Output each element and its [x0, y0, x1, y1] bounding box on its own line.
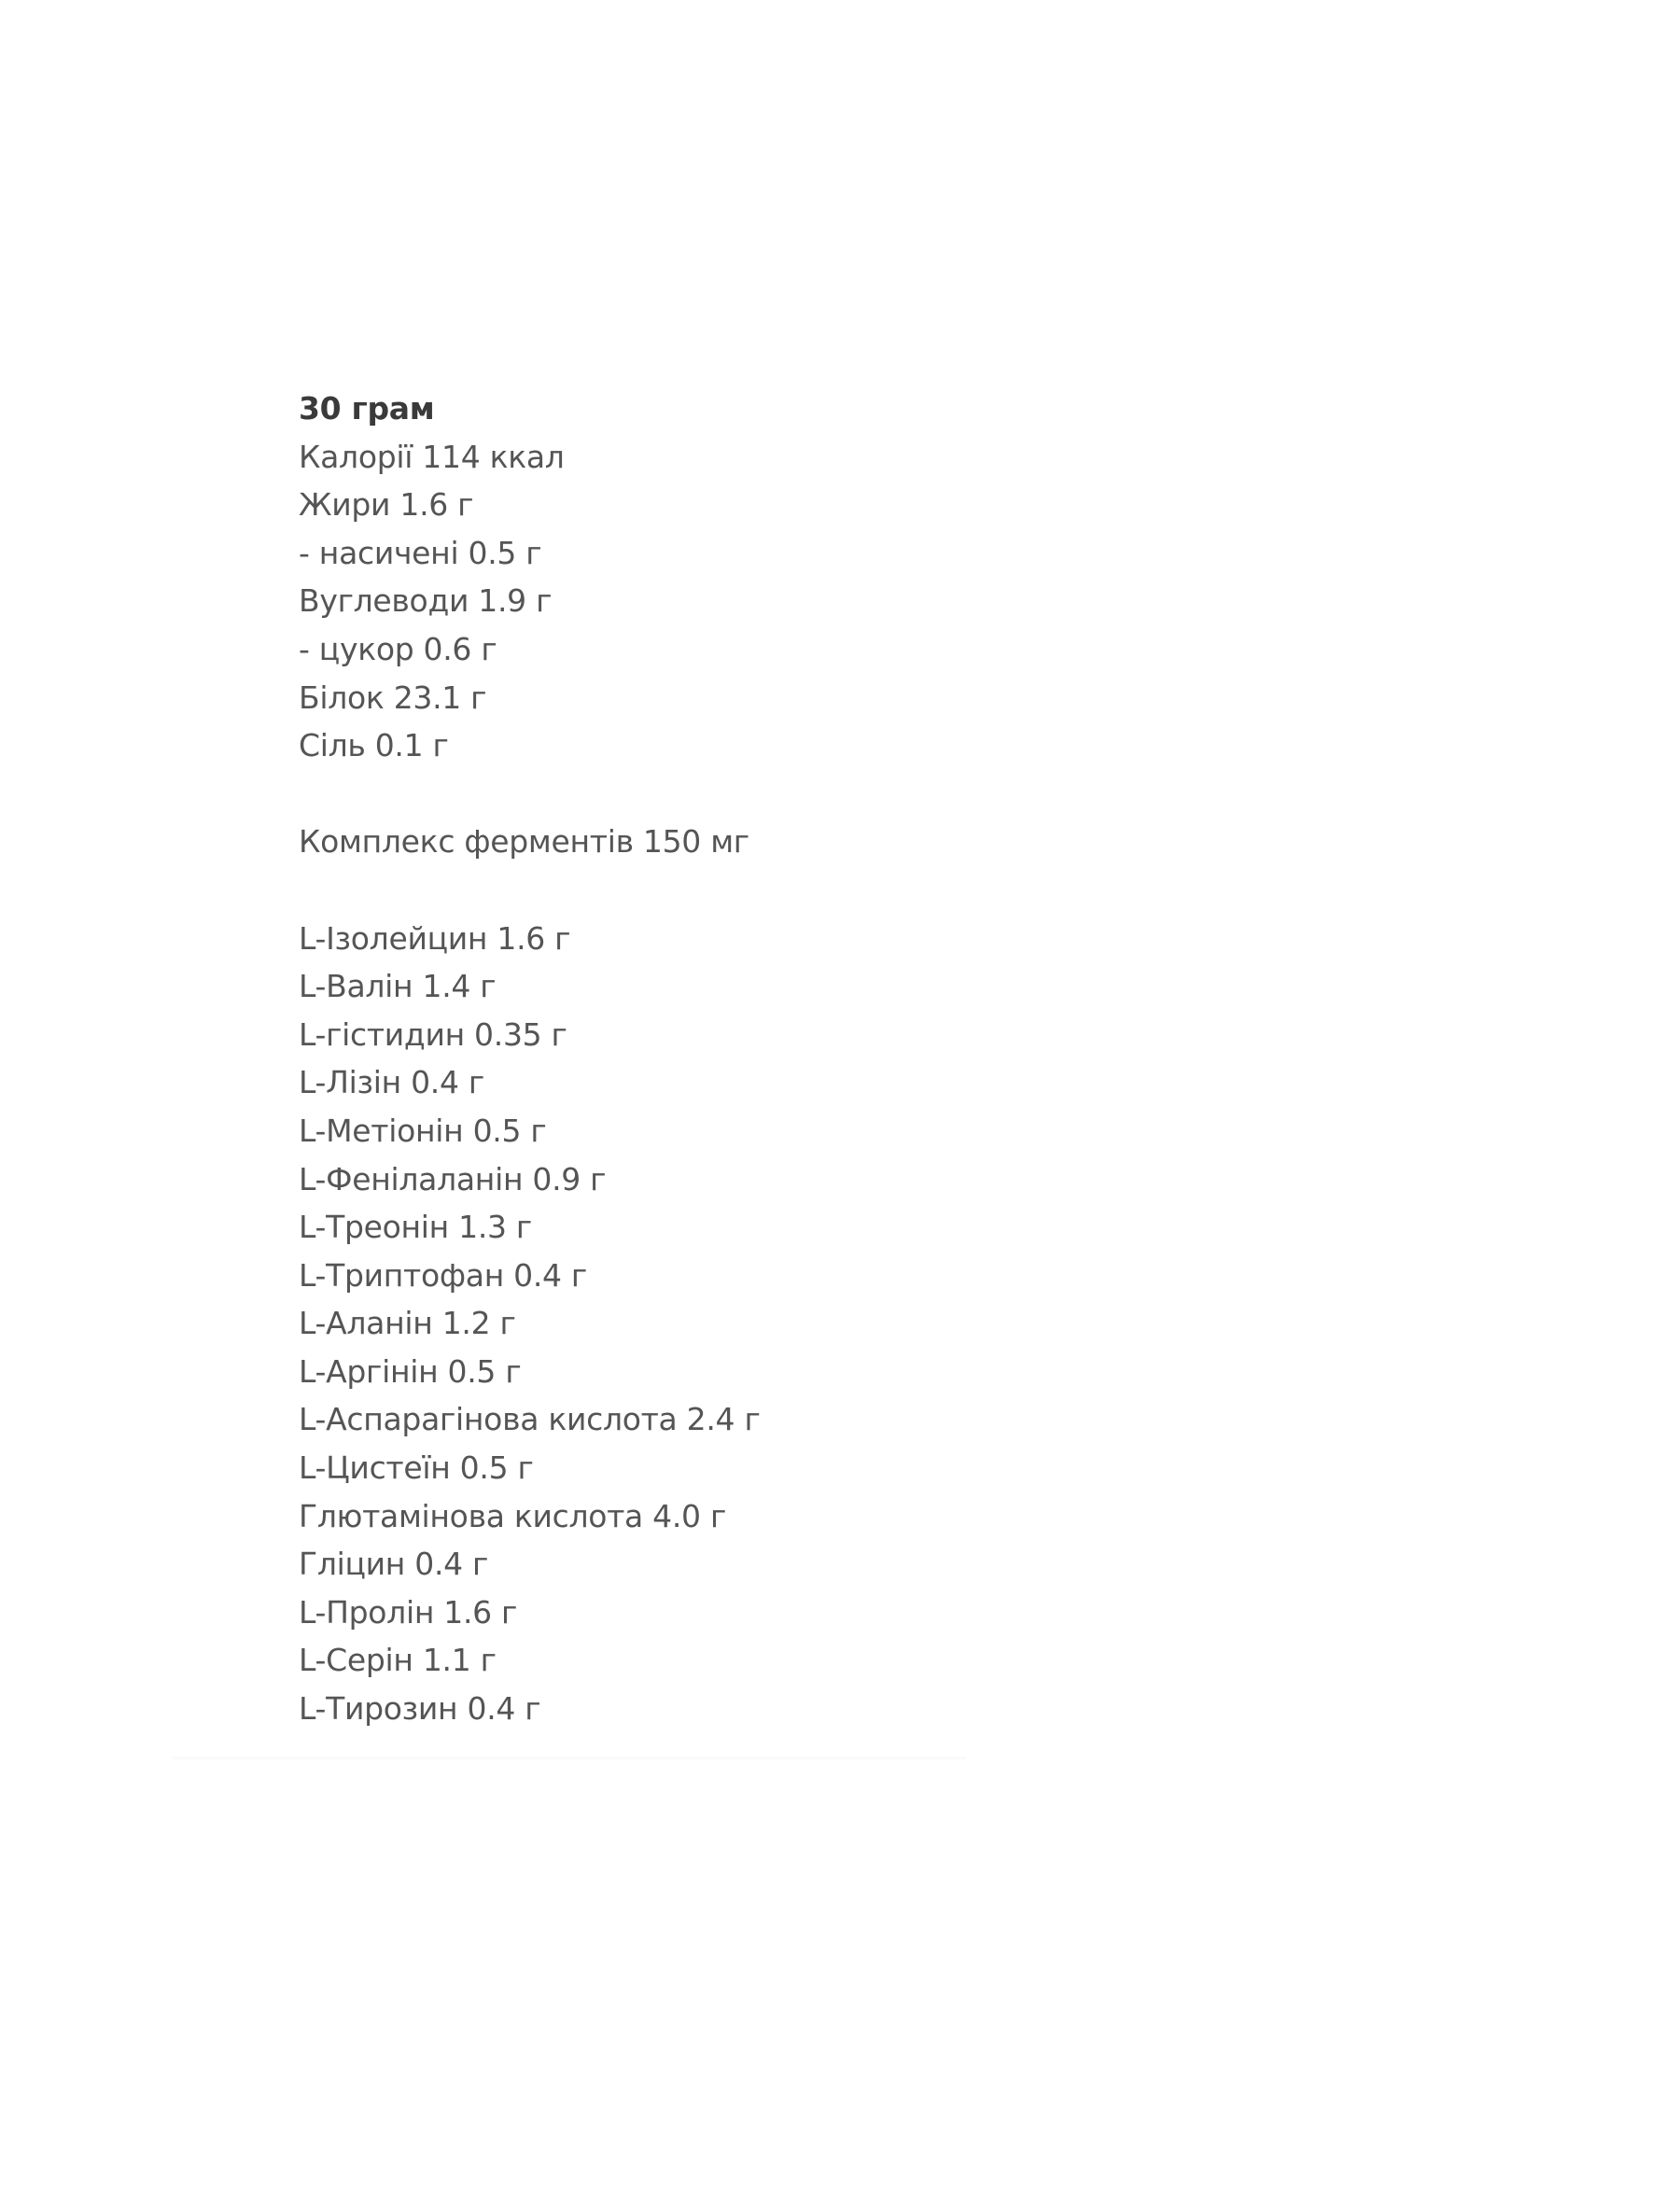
nutrient-row: - цукор 0.6 г [299, 630, 497, 667]
nutrient-row: Сіль 0.1 г [299, 727, 449, 764]
amino-acid-row: L-Тирозин 0.4 г [299, 1690, 541, 1728]
amino-acid-row: L-Аргінін 0.5 г [299, 1352, 522, 1390]
amino-acid-row: L-Фенілаланін 0.9 г [299, 1160, 607, 1197]
nutrient-row: Білок 23.1 г [299, 679, 487, 716]
nutrients-list [299, 433, 1139, 770]
nutrition-facts [299, 385, 1139, 1733]
amino-acid-row: L-Аспарагінова кислота 2.4 г [299, 1401, 761, 1438]
amino-acids-list [299, 915, 1139, 1733]
amino-acid-row: L-Валін 1.4 г [299, 968, 497, 1005]
amino-acid-row: L-Метіонін 0.5 г [299, 1112, 547, 1149]
spacer [299, 866, 1139, 915]
nutrient-row: Вуглеводи 1.9 г [299, 582, 553, 620]
nutrient-row: - насичені 0.5 г [299, 534, 542, 571]
amino-acid-row: L-гістидин 0.35 г [299, 1015, 567, 1053]
serving-size-heading: 30 грам [299, 390, 435, 427]
amino-acid-row: L-Пролін 1.6 г [299, 1593, 518, 1631]
amino-acid-row: Глютамінова кислота 4.0 г [299, 1497, 726, 1534]
amino-acid-row: L-Аланін 1.2 г [299, 1305, 516, 1342]
amino-acid-row: L-Лізін 0.4 г [299, 1064, 484, 1101]
nutrient-row: Жири 1.6 г [299, 486, 474, 524]
amino-acid-row: Гліцин 0.4 г [299, 1546, 489, 1583]
amino-acid-row: L-Треонін 1.3 г [299, 1209, 532, 1246]
enzyme-complex-row: Комплекс ферментів 150 мг [299, 823, 749, 861]
nutrient-row: Калорії 114 ккал [299, 438, 565, 475]
spacer [299, 770, 1139, 819]
amino-acid-row: L-Триптофан 0.4 г [299, 1256, 587, 1294]
amino-acid-row: L-Ізолейцин 1.6 г [299, 919, 571, 957]
amino-acid-row: L-Цистеїн 0.5 г [299, 1449, 534, 1487]
amino-acid-row: L-Серін 1.1 г [299, 1642, 497, 1679]
section-divider [173, 1757, 966, 1759]
